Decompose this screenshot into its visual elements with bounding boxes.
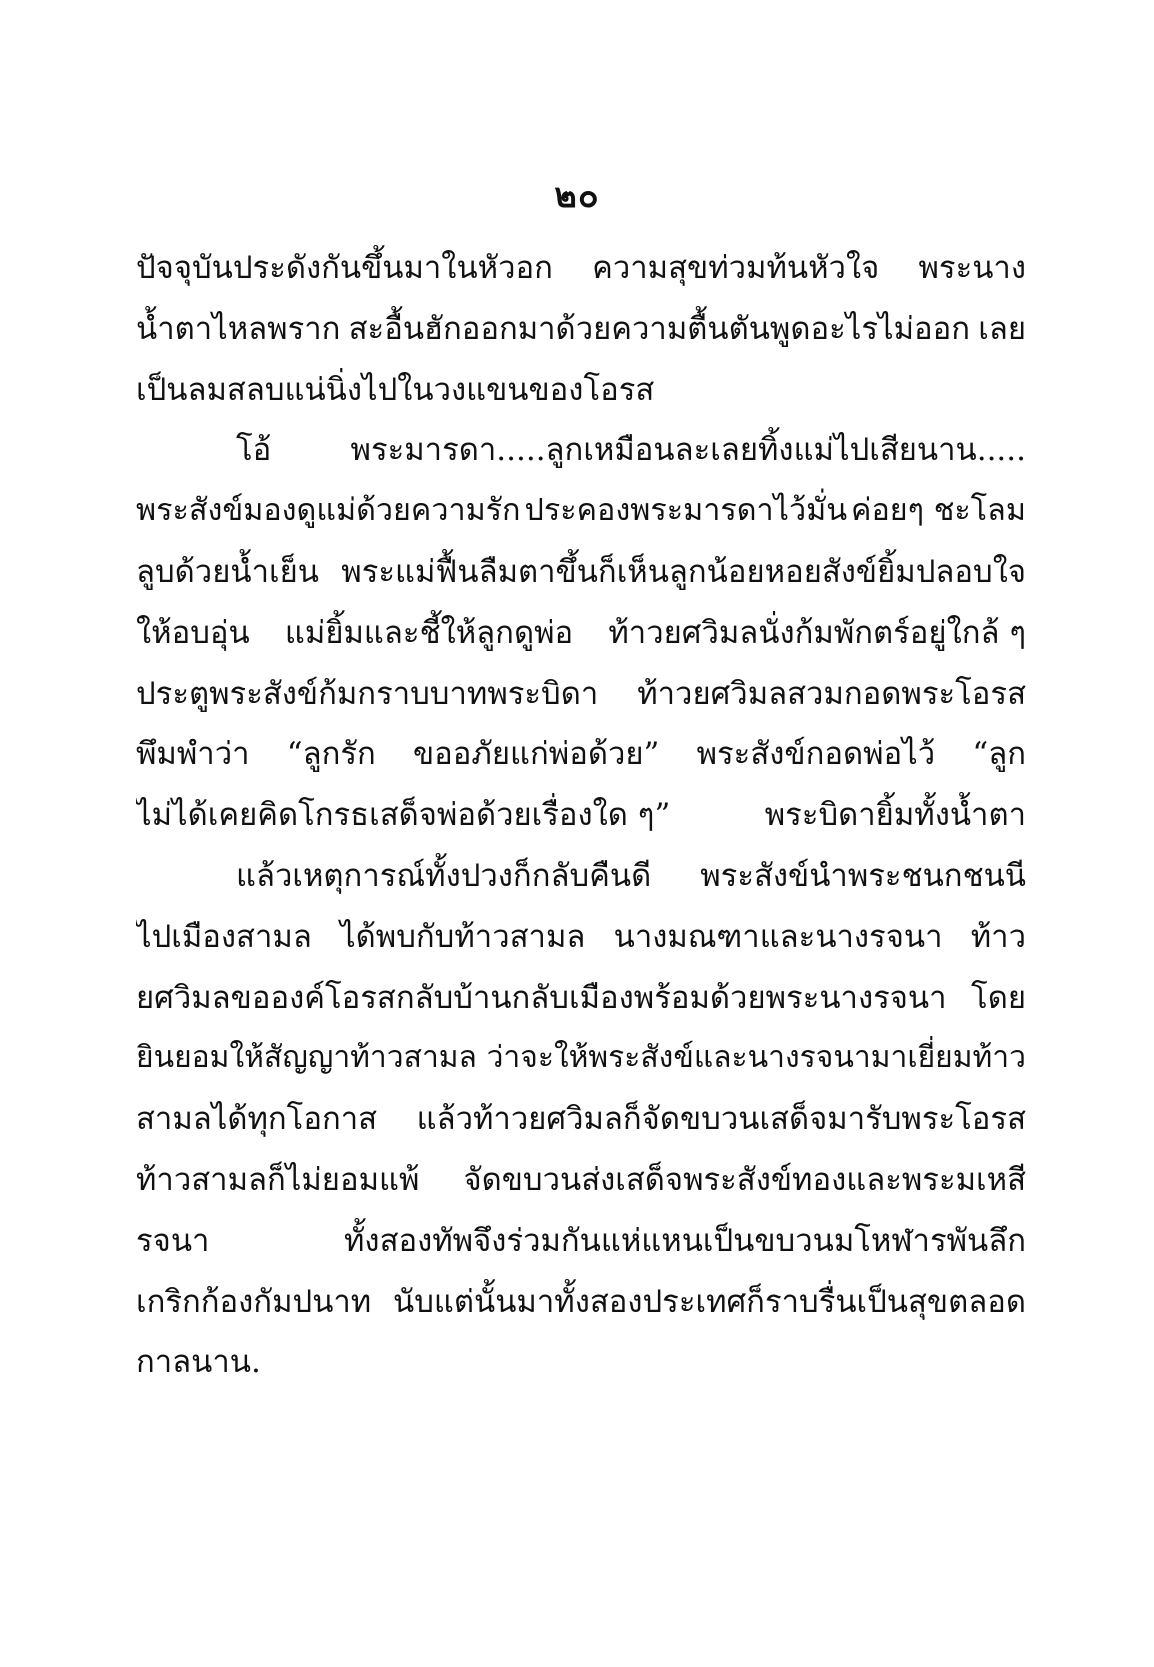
text-segment: ขออภัยแก่พ่อด้วย” [412, 736, 660, 773]
text-segment: เลย [978, 310, 1026, 347]
text-segment: ว่าจะให้พระสังข์และนางรจนามาเยี่ยมท้าว [486, 1040, 1026, 1076]
paragraph-start-line [136, 420, 1026, 481]
text-segment: ท้าวยศวิมลสวมกอดพระโอรส [637, 675, 1026, 712]
text-segment: เป็นลมสลบแน่นิ่งไปในวงแขนของโอรส [136, 371, 655, 408]
text-line [136, 1211, 1026, 1272]
text-segment: แล้วเหตุการณ์ทั้งปวงก็กลับคืนดี [236, 857, 652, 894]
text-line [136, 785, 1026, 846]
text-segment: ความสุขท่วมท้นหัวใจ [592, 250, 880, 286]
text-line [136, 1332, 1026, 1393]
text-segment: พึมพำว่า [136, 736, 250, 773]
text-segment: ปัจจุบันประดังกันขึ้นมาในหัวอก [136, 250, 553, 286]
story-text [136, 238, 1026, 1393]
text-segment: เกริกก้องกัมปนาท [136, 1283, 372, 1320]
text-line [136, 481, 1026, 542]
text-line [136, 1089, 1026, 1150]
text-segment: แล้วท้าวยศวิมลก็จัดขบวนเสด็จมารับพระโอรส [416, 1101, 1026, 1138]
text-segment: น้ำตาไหลพราก [136, 310, 341, 347]
text-segment: นางมณฑาและนางรจนา [613, 918, 943, 955]
text-line [136, 603, 1026, 664]
text-line [136, 238, 1026, 299]
text-segment: กาลนาน. [136, 1344, 261, 1381]
text-segment: ได้พบกับท้าวสามล [340, 918, 586, 955]
page-number: ๒๐ [554, 176, 600, 216]
text-line [136, 664, 1026, 725]
text-segment: สามลได้ทุกโอกาส [136, 1101, 378, 1138]
text-segment: โอ้ [236, 432, 272, 469]
text-segment: ประคองพระมารดาไว้มั่น [524, 493, 848, 529]
text-segment: พระสังข์กอดพ่อไว้ [696, 736, 936, 773]
paragraph-start-line [136, 846, 1026, 907]
text-line [136, 907, 1026, 968]
text-segment: พระบิดายิ้มทั้งน้ำตา [764, 797, 1026, 834]
text-line [136, 360, 1026, 421]
text-segment: ให้อบอุ่น [136, 614, 250, 651]
text-segment: ทั้งสองทัพจึงร่วมกันแห่แหนเป็นขบวนมโหฬารพันลึก [344, 1222, 1026, 1259]
text-segment: ไปเมืองสามล [136, 918, 312, 955]
text-segment: ยศวิมลขอองค์โอรสกลับบ้านกลับเมืองพร้อมด้วยพระนางรจนา [136, 979, 947, 1016]
text-segment: พระนาง [918, 250, 1026, 286]
text-segment: ยินยอมให้สัญญาท้าวสามล [136, 1040, 477, 1076]
text-segment: พระมารดา.....ลูกเหมือนละเลยทิ้งแม่ไปเสียนาน..... [350, 432, 1026, 469]
text-segment: ท้าว [970, 918, 1026, 955]
text-line [136, 968, 1026, 1029]
text-segment: โดย [971, 979, 1026, 1016]
text-segment: สะอื้นฮักออกมาด้วยความตื้นตันพูดอะไรไม่ออก [348, 310, 971, 347]
text-line [136, 299, 1026, 360]
text-line [136, 542, 1026, 603]
text-line [136, 1150, 1026, 1211]
text-segment: ประตูพระสังข์ก้มกราบบาทพระบิดา [136, 675, 599, 712]
text-segment: พระแม่ฟื้นลืมตาขึ้นก็เห็นลูกน้อยหอยสังข์ยิ้มปลอบใจ [341, 553, 1026, 590]
text-segment: ค่อยๆ ชะโลม [851, 493, 1026, 529]
text-segment: ไม่ได้เคยคิดโกรธเสด็จพ่อด้วยเรื่องใด ๆ” [136, 797, 671, 834]
text-segment: ท้าวยศวิมลนั่งก้มพักตร์อยู่ใกล้ ๆ [608, 614, 1026, 651]
text-line [136, 1272, 1026, 1333]
text-segment: “ลูก [972, 736, 1026, 773]
text-segment: จัดขบวนส่งเสด็จพระสังข์ทองและพระมเหสี [463, 1161, 1026, 1198]
text-segment: ท้าวสามลก็ไม่ยอมแพ้ [136, 1161, 420, 1198]
text-segment: “ลูกรัก [286, 736, 376, 773]
text-line [136, 1028, 1026, 1089]
text-segment: พระสังข์มองดูแม่ด้วยความรัก [136, 493, 521, 529]
text-segment: นับแต่นั้นมาทั้งสองประเทศก็ราบรื่นเป็นสุขตลอด [393, 1283, 1026, 1320]
text-segment: ลูบด้วยน้ำเย็น [136, 553, 319, 590]
text-segment: พระสังข์นำพระชนกชนนี [700, 857, 1026, 894]
text-segment: แม่ยิ้มและชี้ให้ลูกดูพ่อ [284, 614, 574, 651]
text-line [136, 724, 1026, 785]
text-segment: รจนา [136, 1222, 210, 1259]
